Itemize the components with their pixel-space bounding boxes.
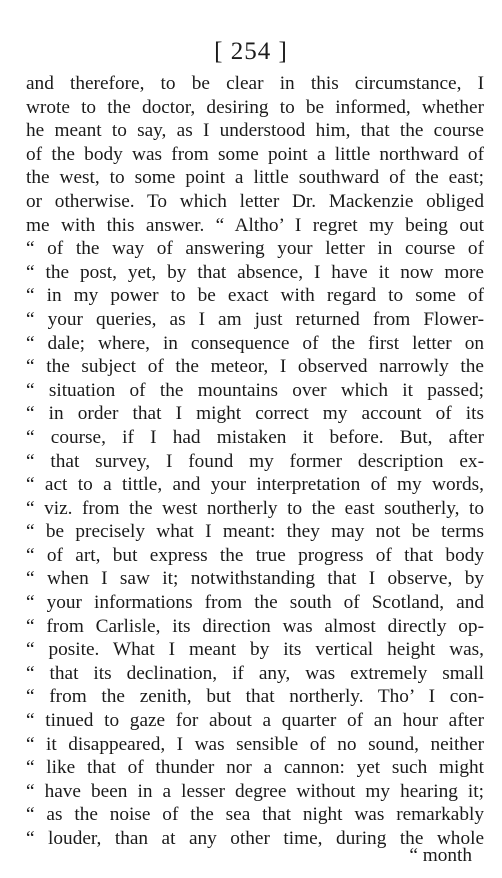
text-line: “ of the way of answering your letter in course of bbox=[26, 238, 484, 260]
text-line: “ from the zenith, but that northerly. Tho’ I con- bbox=[26, 686, 484, 708]
catchword: “ month bbox=[409, 845, 472, 866]
text-line: wrote to the doctor, desiring to be informed, whether bbox=[26, 96, 484, 118]
text-line: “ the post, yet, by that absence, I have it now more bbox=[26, 261, 484, 283]
text-line: “ that survey, I found my former description ex- bbox=[26, 450, 484, 472]
text-line: “ the subject of the meteor, I observed narrowly the bbox=[26, 356, 484, 378]
text-line: he meant to say, as I understood him, that the course bbox=[26, 120, 484, 142]
text-line: me with this answer. “ Altho’ I regret my being out bbox=[26, 214, 484, 236]
text-line: “ situation of the mountains over which it passed; bbox=[26, 379, 484, 401]
text-line: “ your informations from the south of Scotland, and bbox=[26, 592, 484, 614]
text-line: “ in my power to be exact with regard to some of bbox=[26, 285, 484, 307]
text-line: “ as the noise of the sea that night was remarkably bbox=[26, 804, 484, 826]
text-line: “ louder, than at any other time, during the whole bbox=[26, 828, 484, 849]
text-line: the west, to some point a little southward of the east; bbox=[26, 167, 484, 189]
body-text bbox=[26, 72, 484, 851]
text-line: “ act to a tittle, and your interpretation of my words, bbox=[26, 474, 484, 496]
text-line: and therefore, to be clear in this circumstance, I bbox=[26, 73, 484, 94]
text-line: of the body was from some point a little northward of bbox=[26, 143, 484, 165]
text-line: “ tinued to gaze for about a quarter of an hour after bbox=[26, 710, 484, 732]
text-line: “ in order that I might correct my account of its bbox=[26, 403, 484, 425]
text-line: “ from Carlisle, its direction was almost directly op- bbox=[26, 615, 484, 637]
text-line: “ like that of thunder nor a cannon: yet such might bbox=[26, 757, 484, 779]
text-line: “ of art, but express the true progress of that body bbox=[26, 544, 484, 566]
text-line: “ dale; where, in consequence of the first letter on bbox=[26, 332, 484, 354]
page-number: [ 254 ] bbox=[214, 38, 288, 65]
text-line: or otherwise. To which letter Dr. Mackenzie obliged bbox=[26, 190, 484, 212]
text-line: “ when I saw it; notwithstanding that I observe, by bbox=[26, 568, 484, 590]
text-line: “ course, if I had mistaken it before. But, after bbox=[26, 426, 484, 448]
text-line: “ posite. What I meant by its vertical height was, bbox=[26, 639, 484, 661]
text-line: “ your queries, as I am just returned from Flower- bbox=[26, 308, 484, 330]
text-line: “ that its declination, if any, was extremely small bbox=[26, 662, 484, 684]
text-line: “ it disappeared, I was sensible of no sound, neither bbox=[26, 733, 484, 755]
text-line: “ have been in a lesser degree without my hearing it; bbox=[26, 780, 484, 802]
text-line: “ viz. from the west northerly to the east southerly, to bbox=[26, 497, 484, 519]
text-line: “ be precisely what I meant: they may not be terms bbox=[26, 521, 484, 543]
